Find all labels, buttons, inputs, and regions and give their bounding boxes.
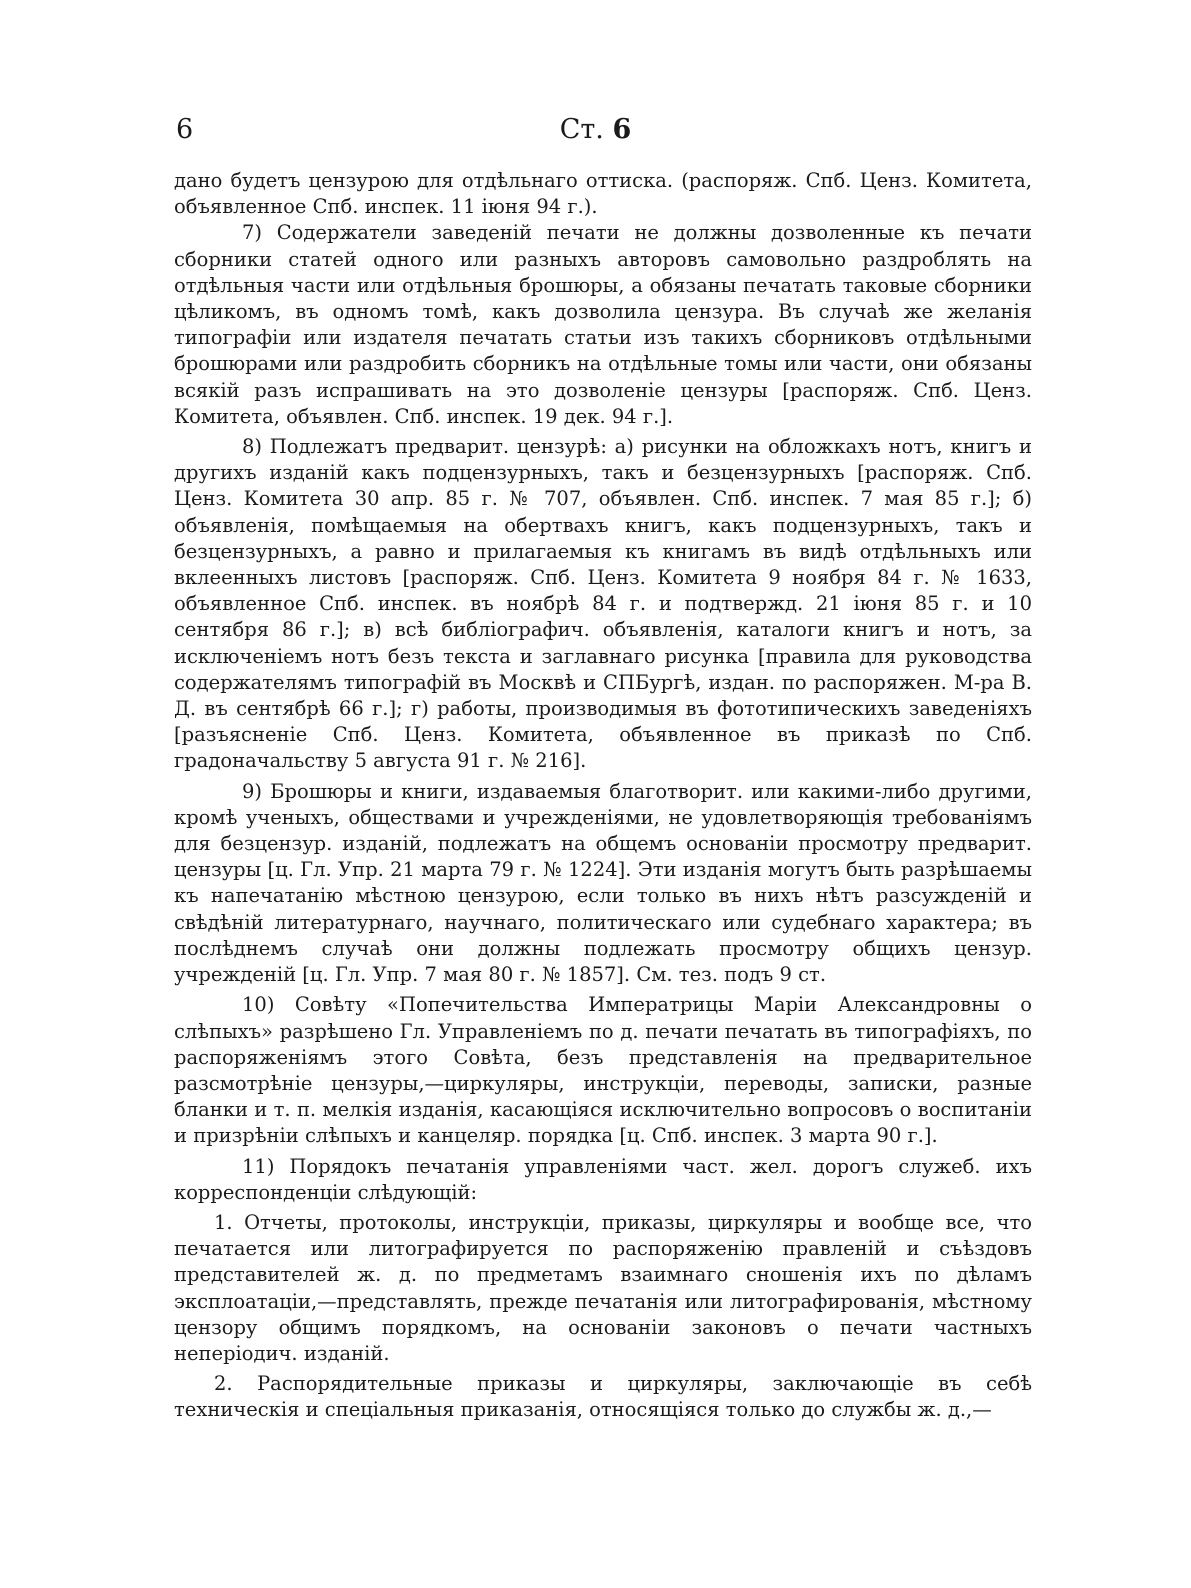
- paragraph-11: 11) Порядокъ печатанія управленіями част. жел. дорогъ служеб. ихъ корреспонденціи слѣдующій:: [174, 1154, 1032, 1204]
- section-reference: [0, 114, 1191, 145]
- paragraph-8: 8) Подлежатъ предварит. цензурѣ: а) рисунки на обложкахъ нотъ, книгъ и другихъ изданій какъ подцензурныхъ, такъ и безцензурныхъ [распоряж. Спб. Ценз. Комитета 30 апр. 85 г. № 707, объявлен. Спб. инспек. 7 мая 85 г.]; б) объявленія, помѣщаемыя на обертвахъ книгъ, какъ подцензурныхъ, такъ и безцензурныхъ, а равно и прилагаемыя къ книгамъ въ видѣ отдѣльныхъ или вклеенныхъ листовъ [распоряж. Спб. Ценз. Комитета 9 ноября 84 г. № 1633, объявленное Спб. инспек. въ ноябрѣ 84 г. и подтвержд. 21 іюня 85 г. и 10 сентября 86 г.]; в) всѣ библіографич. объявленія, каталоги книгъ и нотъ, за исключеніемъ нотъ безъ текста и заглавнаго рисунка [правила для руководства содержателямъ типографій въ Москвѣ и СПБургѣ, издан. по распоряжен. М-ра В. Д. въ сентябрѣ 66 г.]; г) работы, производимыя въ фототипическихъ заведеніяхъ [разъясненіе Спб. Ценз. Комитета, объявленное въ приказѣ по Спб. градоначальству 5 августа 91 г. № 216].: [174, 435, 1032, 773]
- page-body: [174, 168, 1032, 1424]
- page-header: [0, 108, 1191, 158]
- section-prefix: Ст.: [559, 114, 604, 145]
- paragraph-11-item-1: 1. Отчеты, протоколы, инструкціи, приказы, циркуляры и вообще все, что печатается или литографируется по распоряженію правленій и съѣздовъ представителей ж. д. по предметамъ взаимнаго сношенія ихъ по дѣламъ эксплоатаціи,—представлять, прежде печатанія или литографированія, мѣстному цензору общимъ порядкомъ, на основаніи законовъ о печати частныхъ неперіодич. изданій.: [174, 1210, 1032, 1365]
- paragraph-11-item-2: 2. Распорядительные приказы и циркуляры, заключающіе въ себѣ техническія и спеціальныя приказанія, относящіяся только до службы ж. д.,—: [174, 1372, 1032, 1422]
- paragraph-continuation: дано будетъ цензурою для отдѣльнаго оттиска. (распоряж. Спб. Ценз. Комитета, объявленное Спб. инспек. 11 іюня 94 г.).: [174, 169, 1032, 219]
- paragraph-9: 9) Брошюры и книги, издаваемыя благотворит. или какими-либо другими, кромѣ ученыхъ, обществами и учрежденіями, не удовлетворяющія требованіямъ для безцензур. изданій, подлежатъ на общемъ основаніи просмотру предварит. цензуры [ц. Гл. Упр. 21 марта 79 г. № 1224]. Эти изданія могутъ быть разрѣшаемы къ напечатанію мѣстною цензурою, если только въ нихъ нѣтъ разсужденій и свѣдѣній литературнаго, научнаго, политическаго или судебнаго характера; въ послѣднемъ случаѣ они должны подлежать просмотру общихъ цензур. учрежденій [ц. Гл. Упр. 7 мая 80 г. № 1857]. См. тез. подъ 9 ст.: [174, 779, 1032, 987]
- section-number: 6: [612, 114, 632, 145]
- paragraph-7: 7) Содержатели заведеній печати не должны дозволенные къ печати сборники статей одного или разныхъ авторовъ самовольно раздроблять на отдѣльныя части или отдѣльныя брошюры, а обязаны печатать таковые сборники цѣликомъ, въ одномъ томѣ, какъ дозволила цензура. Въ случаѣ же желанія типографіи или издателя печатать статьи изъ такихъ сборниковъ отдѣльными брошюрами или раздробить сборникъ на отдѣльные томы или части, они обязаны всякій разъ испрашивать на это дозволеніе цензуры [распоряж. Спб. Ценз. Комитета, объявлен. Спб. инспек. 19 дек. 94 г.].: [174, 221, 1032, 428]
- paragraph-10: 10) Совѣту «Попечительства Императрицы Маріи Александровны о слѣпыхъ» разрѣшено Гл. Управленіемъ по д. печати печатать въ типографіяхъ, по распоряженіямъ этого Совѣта, безъ представленія на предварительное разсмотрѣніе цензуры,—циркуляры, инструкціи, переводы, записки, разные бланки и т. п. мелкія изданія, касающіяся исключительно вопросовъ о воспитаніи и призрѣніи слѣпыхъ и канцеляр. порядка [ц. Спб. инспек. 3 марта 90 г.].: [174, 993, 1032, 1148]
- page-number: 6: [176, 114, 194, 145]
